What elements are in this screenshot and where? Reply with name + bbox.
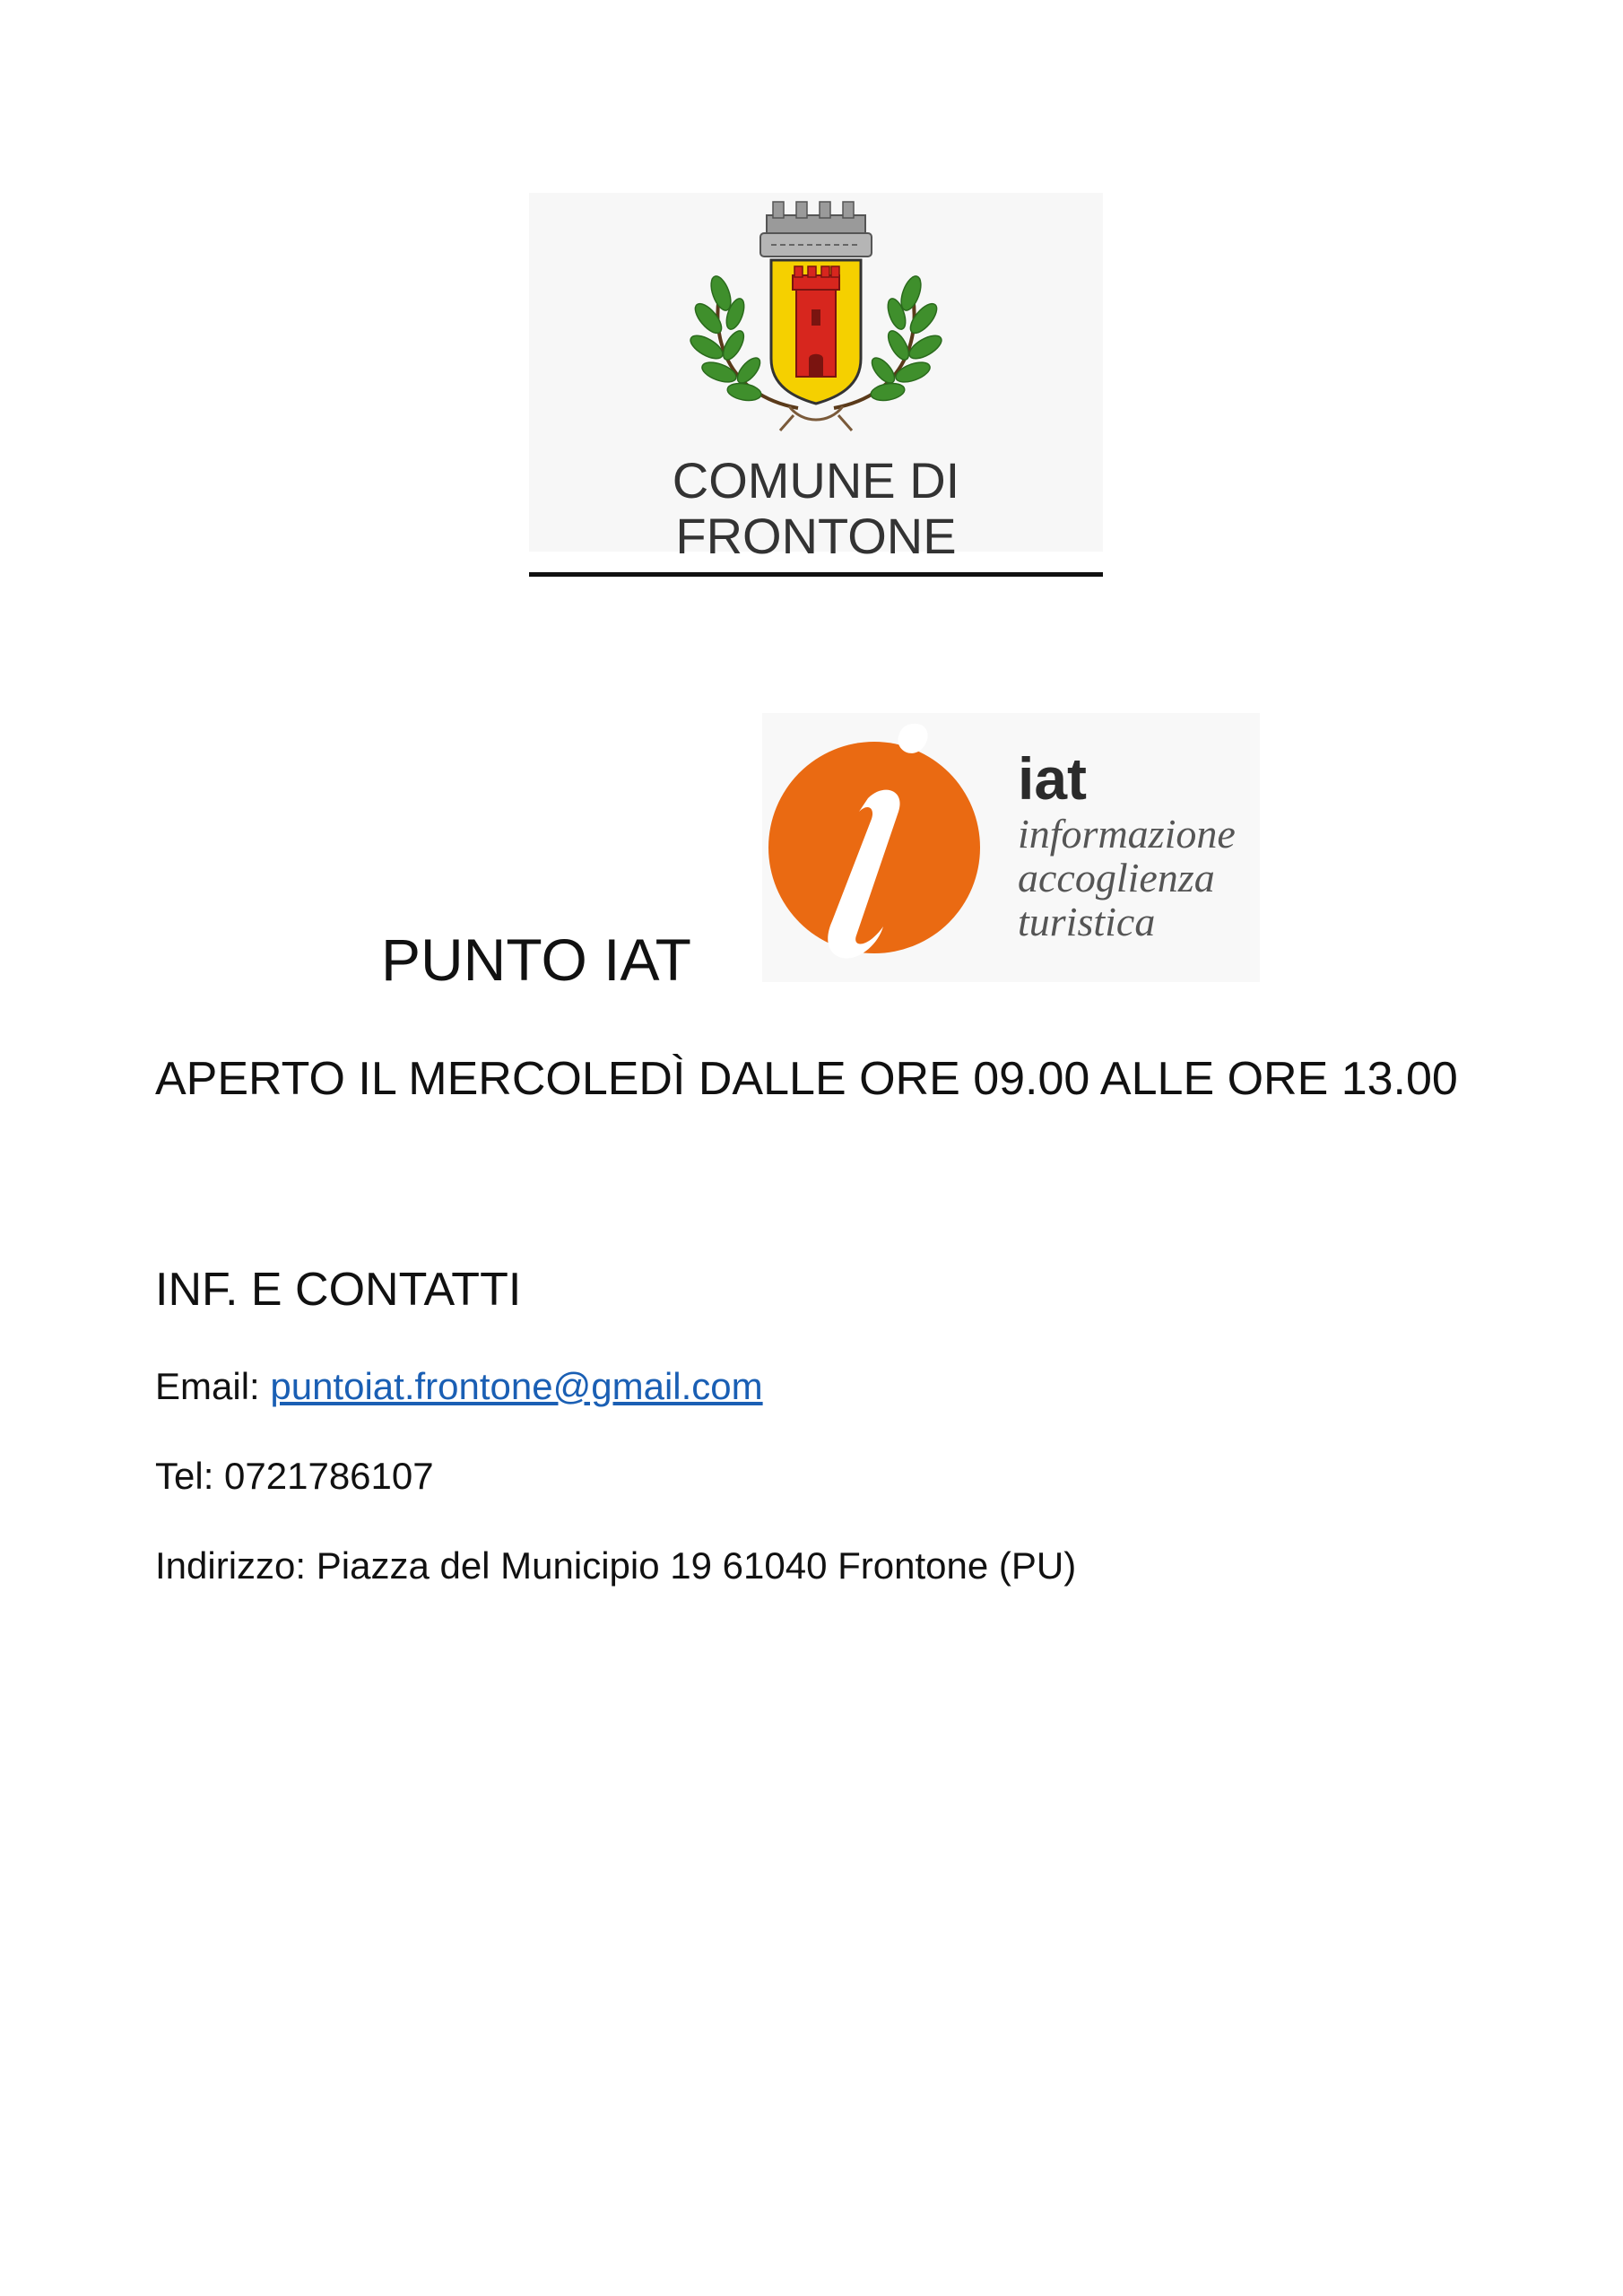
comune-logo: [529, 193, 1103, 564]
email-link[interactable]: puntoiat.frontone@gmail.com: [270, 1365, 763, 1407]
iat-subtitle-line2: accoglienza: [1018, 855, 1215, 900]
address-label: Indirizzo:: [155, 1544, 317, 1587]
iat-word: iat: [1018, 745, 1088, 812]
address-value: Piazza del Municipio 19 61040 Frontone (PU): [316, 1544, 1077, 1587]
info-icon: [762, 713, 1013, 982]
iat-subtitle-line1: informazione: [1018, 811, 1236, 857]
tower-icon: [793, 266, 839, 377]
phone-line: [155, 1451, 434, 1501]
email-label: Email:: [155, 1365, 271, 1407]
iat-subtitle-line3: turistica: [1018, 899, 1156, 944]
address-line: [155, 1541, 1076, 1591]
phone-number: 0721786107: [224, 1455, 434, 1497]
comune-coat-of-arms-icon: [529, 193, 1103, 453]
opening-hours: APERTO IL MERCOLEDÌ DALLE ORE 09.00 ALLE ORE 13.00: [155, 1053, 1458, 1105]
logo-divider: [529, 572, 1103, 577]
comune-name: [529, 453, 1103, 564]
crown-icon: [760, 202, 872, 257]
contacts-heading: INF. E CONTATTI: [155, 1264, 522, 1316]
phone-label: Tel:: [155, 1455, 225, 1497]
iat-subtitle: [1018, 812, 1236, 944]
email-line: [155, 1361, 763, 1412]
iat-logo: [762, 713, 1260, 982]
comune-name-line1: COMUNE DI: [672, 452, 960, 509]
page-title: PUNTO IAT: [381, 926, 691, 993]
comune-name-line2: FRONTONE: [675, 508, 957, 564]
